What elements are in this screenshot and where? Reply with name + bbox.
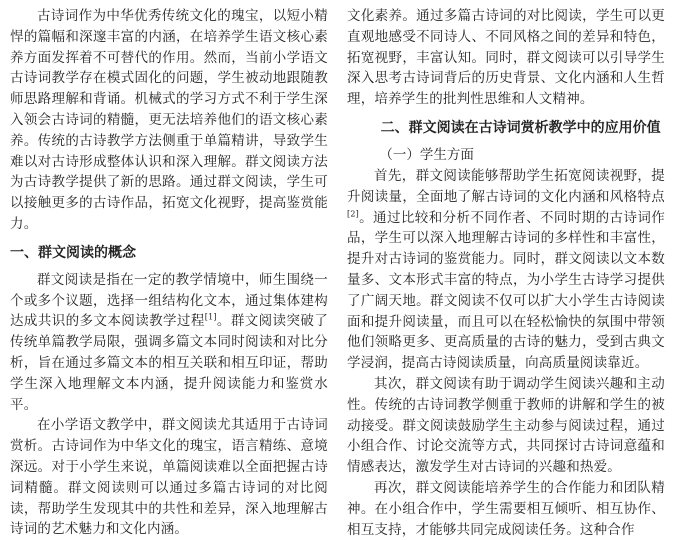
right-column: [347, 6, 665, 540]
citation-1: [1]: [204, 312, 217, 322]
section-heading-concept: 一、群文阅读的概念: [10, 244, 136, 261]
citation-2: [2]: [347, 209, 359, 219]
first-point-text: 首先，群文阅读能够帮助学生拓宽阅读视野，提升阅读量，全面地了解古诗词的文化内涵和风格特点: [347, 167, 665, 205]
concept-paragraph-text: 群文阅读是指在一定的教学情境中，师生围绕一个或多个议题，选择一组结构化文本，通过集体建构达成共识的多文本阅读教学过程: [10, 271, 328, 330]
first-point-rest: 。通过比较和分析不同作者、不同时期的古诗词作品，学生可以深入地理解古诗词的多样性和丰富性，提升对古诗词的鉴赏能力。同时，群文阅读以文本数量多、文本形式丰富的特点，为小学生古诗学习提供了广阔天地。群文阅读不仅可以扩大小学生古诗阅读面和提升阅读量，而且可以在轻松愉快的氛围中带领他们领略更多、更高质量的古诗的魅力，受到古典文学浸润，提高古诗阅读质量，向高质量阅读靠近。: [347, 209, 665, 372]
first-point-paragraph: [347, 166, 665, 374]
left-column: [10, 6, 328, 540]
intro-paragraph: 古诗词作为中华优秀传统文化的瑰宝，以短小精悍的篇幅和深邃丰富的内涵，在培养学生语文核心素养方面发挥着不可替代的作用。然而，当前小学语文古诗词教学存在模式固化的问题，学生被动地跟随教师思路理解和背诵。机械式的学习方式不利于学生深入领会古诗词的精髓，更无法培养他们的语文核心素养。传统的古诗教学方法侧重于单篇精讲，导致学生难以对古诗形成整体认识和深入理解。群文阅读方法为古诗教学提供了新的思路。通过群文阅读，学生可以接触更多的古诗作品，拓宽文化视野，提高鉴赏能力。: [10, 8, 328, 232]
subsection-heading-students: （一）学生方面: [379, 146, 474, 163]
concept-paragraph-rest: 。群文阅读突破了传统单篇教学局限，强调多篇文本同时阅读和对比分析，旨在通过多篇文本的相互关联和相互印证，帮助学生深入地理解文本内涵，提升阅读能力和鉴赏水平。: [10, 313, 328, 413]
section-heading-value: 二、群文阅读在古诗词赏析教学中的应用价值: [380, 119, 661, 136]
application-paragraph: 在小学语文教学中，群文阅读尤其适用于古诗词赏析。古诗词作为中华文化的瑰宝，语言精练、意境深远。对于小学生来说，单篇阅读难以全面把握古诗词精髓。群文阅读则可以通过多篇古诗词的对比阅读，帮助学生发现其中的共性和差异，深入地理解古诗词的艺术魅力和文化内涵。: [10, 417, 328, 538]
third-point-paragraph: 再次，群文阅读能培养学生的合作能力和团队精神。在小组合作中，学生需要相互倾听、相互协作、相互支持，才能够共同完成阅读任务。这种合作: [347, 479, 665, 538]
concept-paragraph: [10, 270, 328, 416]
second-point-paragraph: 其次，群文阅读有助于调动学生阅读兴趣和主动性。传统的古诗词教学侧重于教师的讲解和学生的被动接受。群文阅读鼓励学生主动参与阅读过程，通过小组合作、讨论交流等方式，共同探讨古诗词意蕴和情感表达，激发学生对古诗词的兴趣和热爱。: [347, 375, 665, 476]
continued-paragraph: 文化素养。通过多篇古诗词的对比阅读，学生可以更直观地感受不同诗人、不同风格之间的差异和特色，拓宽视野，丰富认知。同时，群文阅读可以引导学生深入思考古诗词背后的历史背景、文化内涵和人生哲理，培养学生的批判性思维和人文精神。: [347, 8, 665, 108]
